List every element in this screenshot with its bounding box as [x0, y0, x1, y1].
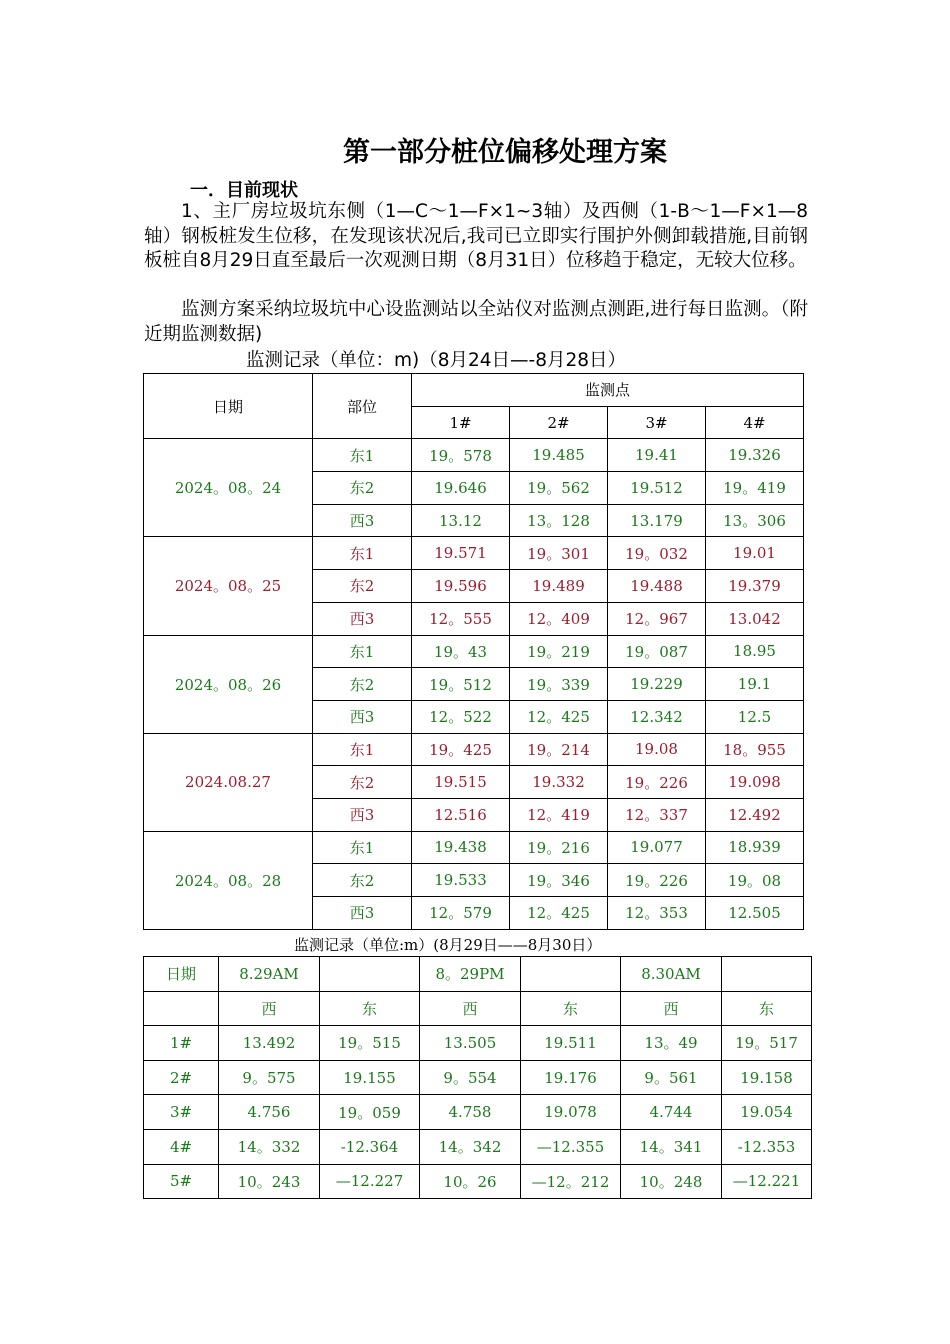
value-cell: 19.077 [608, 831, 706, 864]
value-cell: 19.533 [412, 864, 510, 897]
value-cell: 12。555 [412, 602, 510, 635]
value-cell: 19。219 [510, 635, 608, 668]
value-cell: 12。425 [510, 897, 608, 930]
table-cell: 14。341 [621, 1129, 722, 1164]
table-cell: 3# [144, 1095, 219, 1130]
table-cell: 19.158 [722, 1060, 812, 1095]
value-cell: 13.042 [706, 602, 804, 635]
value-cell: 12。419 [510, 798, 608, 831]
table-cell: —12。212 [521, 1164, 621, 1199]
table-cell: 13。49 [621, 1026, 722, 1061]
value-cell: 19.571 [412, 537, 510, 570]
header-point: 1# [412, 406, 510, 439]
table-cell: 19.078 [521, 1095, 621, 1130]
table-cell: 东 [521, 991, 621, 1026]
table-cell [722, 957, 812, 992]
value-cell: 19.512 [608, 472, 706, 505]
table-row [144, 439, 804, 472]
table-row [144, 1129, 812, 1164]
part-cell: 东1 [313, 831, 412, 864]
value-cell: 12.5 [706, 700, 804, 733]
part-cell: 东1 [313, 537, 412, 570]
value-cell: 19。216 [510, 831, 608, 864]
header-point: 4# [706, 406, 804, 439]
paragraph-status: 1、主厂房垃圾坑东侧（1—C～1—F×1~3轴）及西侧（1-B～1—F×1—8轴）钢板桩发生位移，在发现该状况后,我司已立即实行围护外侧卸载措施,目前钢板桩自8月29日直至最后一次观测日期（8月31日）位移趋于稳定，无较大位移。 [144, 201, 808, 271]
part-cell: 东1 [313, 733, 412, 766]
table-cell: 西 [621, 991, 722, 1026]
value-cell: 19。425 [412, 733, 510, 766]
table-cell: 19。517 [722, 1026, 812, 1061]
value-cell: 12。409 [510, 602, 608, 635]
table-header-row [144, 957, 812, 992]
value-cell: 12.516 [412, 798, 510, 831]
table-cell: 8.29AM [219, 957, 320, 992]
value-cell: 19。08 [706, 864, 804, 897]
table-cell: -12.364 [320, 1129, 420, 1164]
value-cell: 13.12 [412, 504, 510, 537]
value-cell: 12。522 [412, 700, 510, 733]
value-cell: 19.332 [510, 766, 608, 799]
table-cell: 19.511 [521, 1026, 621, 1061]
value-cell: 12。967 [608, 602, 706, 635]
value-cell: 19.596 [412, 570, 510, 603]
value-cell: 12。353 [608, 897, 706, 930]
table-cell: 4# [144, 1129, 219, 1164]
date-cell: 2024。08。24 [144, 439, 313, 537]
value-cell: 19。419 [706, 472, 804, 505]
header-point: 3# [608, 406, 706, 439]
table-cell: 13.505 [420, 1026, 521, 1061]
value-cell: 19。214 [510, 733, 608, 766]
value-cell: 19.1 [706, 668, 804, 701]
value-cell: 18.939 [706, 831, 804, 864]
value-cell: 19。43 [412, 635, 510, 668]
value-cell: 19。346 [510, 864, 608, 897]
value-cell: 19。578 [412, 439, 510, 472]
monitoring-table-aug24-28 [143, 373, 804, 930]
table-cell: 14。332 [219, 1129, 320, 1164]
part-cell: 东2 [313, 668, 412, 701]
value-cell: 19.646 [412, 472, 510, 505]
monitoring-table-aug29-30 [143, 956, 812, 1199]
value-cell: 19。562 [510, 472, 608, 505]
table-cell: —12.221 [722, 1164, 812, 1199]
table-cell: —12.227 [320, 1164, 420, 1199]
value-cell: 19。226 [608, 864, 706, 897]
value-cell: 13。306 [706, 504, 804, 537]
table-cell: 西 [420, 991, 521, 1026]
value-cell: 19.326 [706, 439, 804, 472]
header-point: 2# [510, 406, 608, 439]
table-row [144, 1164, 812, 1199]
value-cell: 19.08 [608, 733, 706, 766]
part-cell: 东2 [313, 472, 412, 505]
table-cell: 19。515 [320, 1026, 420, 1061]
table-cell: 日期 [144, 957, 219, 992]
value-cell: 18。955 [706, 733, 804, 766]
value-cell: 19.515 [412, 766, 510, 799]
table-cell: 东 [722, 991, 812, 1026]
value-cell: 13。128 [510, 504, 608, 537]
table-cell: 8.30AM [621, 957, 722, 992]
value-cell: 12.492 [706, 798, 804, 831]
table-cell: 10。248 [621, 1164, 722, 1199]
value-cell: 19.438 [412, 831, 510, 864]
table-cell: 10。243 [219, 1164, 320, 1199]
table-cell: -12.353 [722, 1129, 812, 1164]
header-monitoring-points: 监测点 [412, 374, 804, 407]
table-cell: 19.155 [320, 1060, 420, 1095]
table-row [144, 1095, 812, 1130]
table-cell: 8。29PM [420, 957, 521, 992]
table-row [144, 635, 804, 668]
table-cell: 19.176 [521, 1060, 621, 1095]
value-cell: 19.489 [510, 570, 608, 603]
value-cell: 19.229 [608, 668, 706, 701]
value-cell: 19.485 [510, 439, 608, 472]
document-title: 第一部分桩位偏移处理方案 [343, 137, 667, 168]
value-cell: 18.95 [706, 635, 804, 668]
table-cell: 西 [219, 991, 320, 1026]
part-cell: 东2 [313, 766, 412, 799]
table-row [144, 831, 804, 864]
value-cell: 12。579 [412, 897, 510, 930]
table2-caption: 监测记录（单位:m）(8月29日——8月30日） [294, 936, 602, 954]
table-cell: 4.756 [219, 1095, 320, 1130]
table-cell: 5# [144, 1164, 219, 1199]
table-row [144, 1060, 812, 1095]
value-cell: 19。032 [608, 537, 706, 570]
part-cell: 西3 [313, 504, 412, 537]
table-cell: 19.054 [722, 1095, 812, 1130]
value-cell: 12.505 [706, 897, 804, 930]
table-cell: 19。059 [320, 1095, 420, 1130]
header-date: 日期 [144, 374, 313, 439]
part-cell: 西3 [313, 798, 412, 831]
table-cell: 13.492 [219, 1026, 320, 1061]
table-cell [144, 991, 219, 1026]
value-cell: 19。087 [608, 635, 706, 668]
part-cell: 西3 [313, 602, 412, 635]
table-cell: 东 [320, 991, 420, 1026]
date-cell: 2024。08。25 [144, 537, 313, 635]
table-row [144, 537, 804, 570]
table-cell: 9。554 [420, 1060, 521, 1095]
table-cell: 1# [144, 1026, 219, 1061]
table-cell: 4.744 [621, 1095, 722, 1130]
part-cell: 东1 [313, 635, 412, 668]
paragraph-monitoring-plan: 监测方案采纳垃圾坑中心设监测站以全站仪对监测点测距,进行每日监测。（附近期监测数据) [144, 299, 808, 345]
table-cell: 9。575 [219, 1060, 320, 1095]
table-cell: 14。342 [420, 1129, 521, 1164]
table-row [144, 733, 804, 766]
table-cell: —12.355 [521, 1129, 621, 1164]
table-subheader-row [144, 991, 812, 1026]
value-cell: 19.41 [608, 439, 706, 472]
table-cell: 2# [144, 1060, 219, 1095]
table-cell [521, 957, 621, 992]
part-cell: 东1 [313, 439, 412, 472]
value-cell: 19。301 [510, 537, 608, 570]
date-cell: 2024。08。26 [144, 635, 313, 733]
part-cell: 东2 [313, 570, 412, 603]
value-cell: 19。512 [412, 668, 510, 701]
part-cell: 东2 [313, 864, 412, 897]
table-row [144, 1026, 812, 1061]
section-heading: 一．目前现状 [190, 180, 298, 201]
value-cell: 19.379 [706, 570, 804, 603]
part-cell: 西3 [313, 897, 412, 930]
value-cell: 12.342 [608, 700, 706, 733]
table-cell: 10。26 [420, 1164, 521, 1199]
date-cell: 2024。08。28 [144, 831, 313, 929]
value-cell: 12。425 [510, 700, 608, 733]
value-cell: 19。339 [510, 668, 608, 701]
value-cell: 13.179 [608, 504, 706, 537]
table1-caption: 监测记录（单位：m)（8月24日—-8月28日） [246, 350, 627, 371]
value-cell: 19.488 [608, 570, 706, 603]
table-cell: 4.758 [420, 1095, 521, 1130]
date-cell: 2024.08.27 [144, 733, 313, 831]
value-cell: 19。226 [608, 766, 706, 799]
header-part: 部位 [313, 374, 412, 439]
part-cell: 西3 [313, 700, 412, 733]
table-cell [320, 957, 420, 992]
table-cell: 9。561 [621, 1060, 722, 1095]
value-cell: 19.098 [706, 766, 804, 799]
value-cell: 12。337 [608, 798, 706, 831]
value-cell: 19.01 [706, 537, 804, 570]
table-header-row [144, 374, 804, 407]
